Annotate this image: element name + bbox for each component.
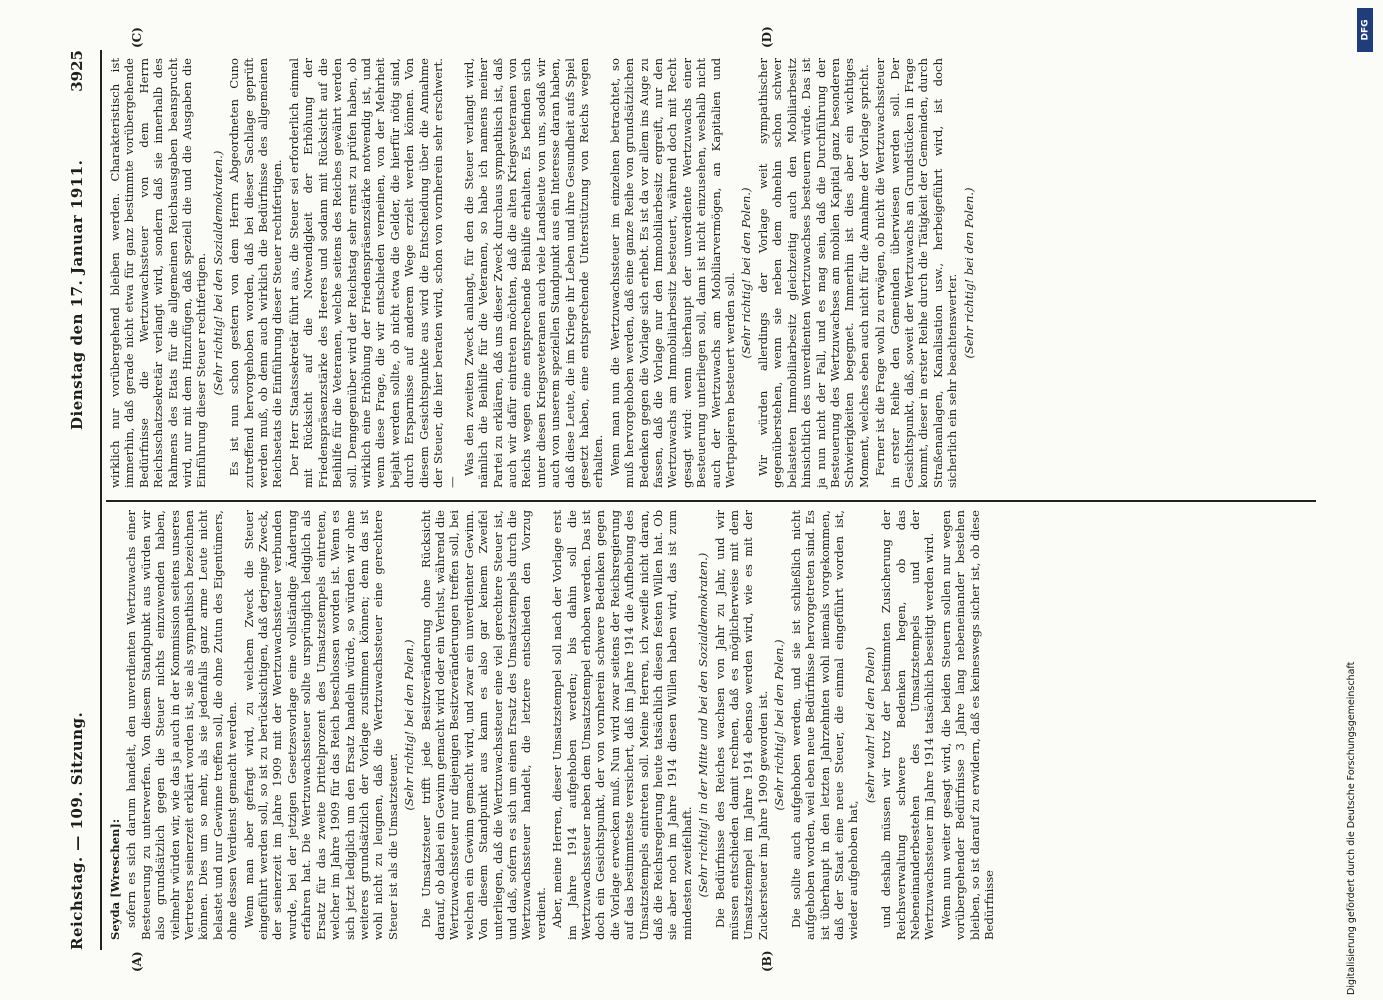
left-paragraph: Die sollte auch aufgehoben werden, und sie ist schließlich nicht aufgehoben worden, weil eben neue Bedürfnisse hervorgetreten sind. Es ist überhaupt in den letzten Jahrzehnten wohl niemals vorgekommen, daß der Staat eine neue Steuer, die einmal eingeführt worden ist, wieder aufgehoben hat,	[788, 510, 861, 940]
interjection: (Sehr richtig! bei den Polen.)	[739, 187, 754, 359]
left-column	[108, 510, 998, 940]
column-divider	[106, 500, 1316, 502]
margin-marker-b: (B)	[760, 950, 774, 972]
interjection: (Sehr richtig! bei den Polen.)	[772, 639, 787, 811]
header-page-number: 3925	[68, 50, 86, 92]
funding-note-text: Digitalisierung gefördert durch die Deutsche Forschungsgemeinschaft	[1346, 661, 1357, 995]
speaker-name: Seyda [Wreschen]:	[108, 818, 122, 940]
funding-note	[1343, 0, 1363, 1000]
left-paragraph: und deshalb müssen wir trotz der bestimmten Zusicherung der Reichsverwaltung schwere Bedenken hegen, ob das Nebeneinanderbestehen des Umsatzstempels und der Wertzuwachssteuer im Jahre 1914 tatsächlich beseitigt werden wird.	[879, 510, 937, 940]
right-paragraph: Ferner ist die Frage wohl zu erwägen, ob nicht die Wertzuwachssteuer in erster Reihe den Gemeinden überwiesen werden soll. Der Gesichtspunkt, daß, soweit der Wertzuwachs an Grundstücken in Frage kommt, dieser in erster Reihe durch die Tätigkeit der Gemeinden, durch Straßenanlagen, Kanalisation usw., herbeigeführt wird, ist doch sicherlich ein sehr beachtenswerter.	[873, 58, 960, 488]
margin-marker-c: (C)	[130, 27, 144, 48]
header-date: Dienstag den 17. Januar 1911.	[68, 159, 86, 430]
interjection: (sehr wahr! bei den Polen)	[862, 646, 877, 804]
header-session: Reichstag. — 109. Sitzung.	[68, 711, 86, 950]
right-paragraph: wirklich nur vorübergehend bleiben werden. Charakteristisch ist immerhin, daß gerade nicht etwa für ganz bestimmte vorübergehende Bedürfnisse die Wertzuwachssteuer von dem Herrn Reichsschatzsekretär verlangt wird, sondern daß sie innerhalb des Rahmens des Etats für die allgemeinen Reichsausgaben beansprucht wird, nur mit dem Hinzufügen, daß speziell die und die Ausgaben die Einführung dieser Steuer rechtfertigen.	[108, 58, 209, 488]
page-header	[60, 50, 102, 950]
left-paragraph: Wenn man aber gefragt wird, zu welchem Zweck die Steuer eingeführt werden soll, so ist zu berücksichtigen, daß derjenige Zweck, der seinerzeit im Jahre 1909 mit der Wertzuwachssteuer verbunden wurde, bei der jetzigen Gesetzesvorlage eine vollständige Änderung erfahren hat. Die Wertzuwachssteuer sollte ursprünglich lediglich als Ersatz für das zweite Drittelprozent des Umsatzstempels eintreten, welcher im Jahre 1909 für das Reich beschlossen worden ist. Wenn es sich jetzt lediglich um den Ersatz handeln würde, so würden wir ohne weiteres grundsätzlich der Vorlage zustimmen können; denn das ist wohl nicht zu leugnen, daß die Wertzuwachssteuer eine gerechtere Steuer ist als die Umsatzsteuer.	[241, 510, 400, 940]
interjection: (Sehr richtig! bei den Sozialdemokraten.)	[210, 150, 225, 396]
dfg-logo-text: DFG	[1360, 19, 1371, 41]
left-paragraph: Die Umsatzsteuer trifft jede Besitzveränderung ohne Rücksicht darauf, ob dabei ein Gewinn gemacht wird oder ein Verlust, während die Wertzuwachssteuer nur diejenigen Besitzveränderungen treffen soll, bei welchen ein Gewinn gemacht wird, und zwar ein unverdienter Gewinn. Von diesem Standpunkt aus kann es also gar keinem Zweifel unterliegen, daß die Wertzuwachssteuer eine viel gerechtere Steuer ist, und daß, sofern es sich um einen Ersatz des Umsatzstempels durch die Wertzuwachssteuer handelt, die letztere entschieden den Vorzug verdient.	[418, 510, 548, 940]
left-paragraph: sofern es sich darum handelt, den unverdienten Wertzuwachs einer Besteuerung zu unterwerfen. Von diesem Standpunkt aus würden wir also grundsätzlich gegen die Steuer nichts einzuwenden haben, vielmehr würden wir, wie das ja auch in der Kommission seitens unseres Vertreters seinerzeit erklärt worden ist, sie als sympathisch bezeichnen können. Dies um so mehr, als sie jedenfalls ganz arme Leute nicht belastet und nur Gewinne treffen soll, die ohne Zutun des Eigentümers, ohne dessen Verdienst gemacht werden.	[124, 510, 240, 940]
interjection: (Sehr richtig! in der Mitte und bei den Sozialdemokraten.)	[696, 552, 711, 898]
interjection: (Sehr richtig! bei den Polen.)	[402, 639, 417, 811]
rotated-document	[60, 26, 1325, 972]
margin-marker-a: (A)	[130, 951, 144, 972]
right-paragraph: Der Herr Staatssekretär führt aus, die Steuer sei erforderlich einmal mit Rücksicht auf die Notwendigkeit der Erhöhung der Friedenspräsenzstärke des Heeres und sodann mit Rücksicht auf die Beihilfe für die Veteranen, welche seitens des Reiches gewährt werden soll. Demgegenüber wird der Reichstag sehr ernst zu prüfen haben, ob wirklich eine Erhöhung der Friedenspräsenzstärke notwendig ist, und wenn diese Frage, die wir entschieden verneinen, von der Mehrheit bejaht werden sollte, ob nicht etwa die Gelder, die hierfür nötig sind, durch Ersparnisse auf anderem Wege erzielt werden können. Von diesem Gesichtspunkte aus wird die Entscheidung über die Annahme der Steuer, die hier beraten wird, schon von vornherein sehr erschwert. —	[286, 58, 460, 488]
right-paragraph: Wir würden allerdings der Vorlage weit sympathischer gegenüberstehen, wenn sie neben dem ohnehin schon schwer belasteten Immobiliarbesitz gleichzeitig auch den Mobiliarbesitz hinsichtlich des unverdienten Wertzuwachses besteuern würde. Das ist ja nun nicht der Fall, und es mag sein, daß die Durchführung der Besteuerung des Wertzuwachses am mobilen Kapital ganz besonderen Schwierigkeiten begegnet. Immerhin ist dies aber ein wichtiges Moment, welches eben auch nicht für die Annahme der Vorlage spricht.	[755, 58, 871, 488]
margin-marker-d: (D)	[760, 26, 774, 48]
left-paragraph: Die Bedürfnisse des Reiches wachsen von Jahr zu Jahr, und wir müssen entschieden damit rechnen, daß es möglicherweise mit dem Umsatzstempel im Jahre 1914 ebenso werden wird, wie es mit der Zuckersteuer im Jahre 1909 geworden ist.	[712, 510, 770, 940]
left-paragraph: Aber, meine Herren, dieser Umsatzstempel soll nach der Vorlage erst im Jahre 1914 aufgehoben werden; bis dahin soll die Wertzuwachssteuer neben dem Umsatzstempel erhoben werden. Das ist doch ein Gesichtspunkt, der von vornherein schwere Bedenken gegen die Vorlage erwecken muß. Nun wird zwar seitens der Reichsregierung auf das bestimmteste versichert, daß im Jahre 1914 die Aufhebung des Umsatzstempels eintreten soll. Meine Herren, ich zweifle nicht daran, daß die Reichsregierung heute tatsächlich diesen festen Willen hat. Ob sie aber noch im Jahre 1914 diesen Willen haben wird, das ist zum mindesten zweifelhaft.	[550, 510, 694, 940]
right-column	[108, 58, 978, 488]
left-paragraph: Wenn nun weiter gesagt wird, die beiden Steuern sollen nur wegen vorübergehender Bedürfnisse 3 Jahre lang nebeneinander bestehen bleiben, so ist darauf zu erwidern, daß es keineswegs sicher ist, ob diese Bedürfnisse	[938, 510, 996, 940]
right-paragraph: Wenn man nun die Wertzuwachssteuer im einzelnen betrachtet, so muß hervorgehoben werden, daß eine ganze Reihe von grundsätzlichen Bedenken gegen die Vorlage sich erhebt. Es ist da vor allem ins Auge zu fassen, daß die Vorlage nur den Immobiliarbesitz ergreift, nur den Wertzuwachs am Immobiliarbesitz besteuert, während doch mit Recht gesagt wird: wenn überhaupt der unverdiente Wertzuwachs einer Besteuerung unterliegen soll, dann ist nicht einzusehen, weshalb nicht auch der Wertzuwachs am Mobiliarvermögen, an Kapitalien und Wertpapieren besteuert werden soll.	[607, 58, 738, 488]
speaker-line	[108, 510, 122, 940]
interjection: (Sehr richtig! bei den Polen.)	[961, 187, 976, 359]
right-paragraph: Es ist nun schon gestern von dem Herrn Abgeordneten Cuno zutreffend hervorgehoben worden, daß bei dieser Sachlage geprüft werden muß, ob denn auch wirklich die Bedürfnisse des allgemeinen Reichsetats die Einführung dieser Steuer rechtfertigen.	[227, 58, 285, 488]
right-paragraph: Was den zweiten Zweck anlangt, für den die Steuer verlangt wird, nämlich die Beihilfe für die Veteranen, so habe ich namens meiner Partei zu erklären, daß uns dieser Zweck durchaus sympathisch ist, daß auch wir dafür eintreten möchten, daß die alten Kriegsveteranen von Reichs wegen eine entsprechende Beihilfe erhalten. Es befinden sich unter diesen Kriegsveteranen auch viele Landsleute von uns, sodaß wir auch von unserem speziellen Standpunkt aus ein Interesse daran haben, daß diese Leute, die im Kriege ihr Leben und ihre Gesundheit aufs Spiel gesetzt haben, eine entsprechende Unterstützung von Reichs wegen erhalten.	[461, 58, 606, 488]
